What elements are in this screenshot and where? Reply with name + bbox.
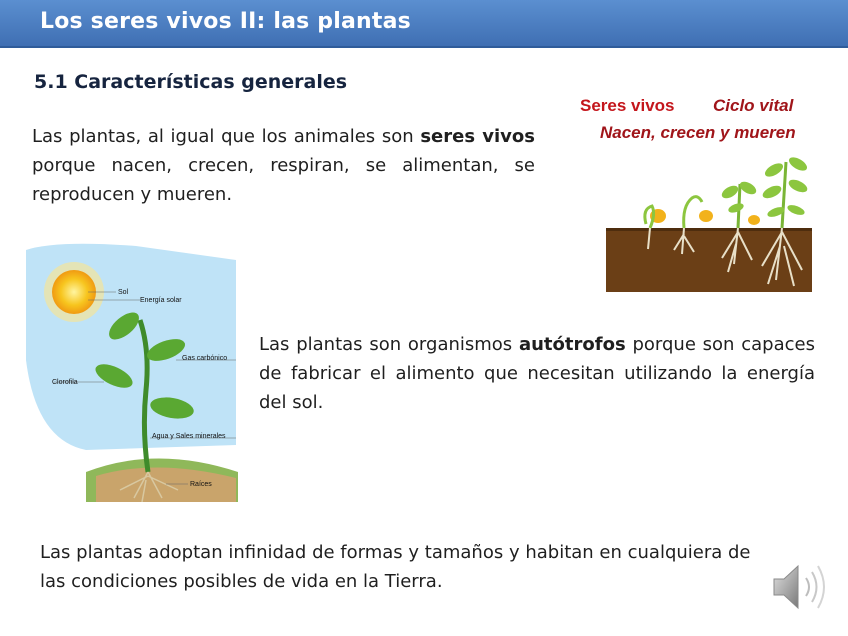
label-ciclo-vital: Ciclo vital bbox=[713, 96, 794, 115]
speaker-icon[interactable] bbox=[768, 558, 828, 616]
label-stages: Nacen, crecen y mueren bbox=[600, 123, 796, 142]
label-gas: Gas carbónico bbox=[182, 355, 228, 362]
slide-title: Los seres vivos II: las plantas bbox=[40, 9, 411, 34]
p2-text-a: Las plantas son organismos bbox=[259, 334, 519, 355]
life-cycle-illustration bbox=[606, 154, 812, 292]
p2-text-b: porque son capaces de fabricar el alimento que necesitan utilizando la energía del sol. bbox=[259, 334, 815, 413]
life-cycle-labels bbox=[575, 94, 835, 154]
label-sol: Sol bbox=[118, 289, 129, 296]
section-heading: 5.1 Características generales bbox=[34, 71, 348, 93]
slide-title-bar bbox=[0, 0, 848, 48]
p2-bold: autótrofos bbox=[518, 334, 626, 355]
photosynthesis-diagram bbox=[16, 240, 240, 502]
label-clorofila: Clorofila bbox=[52, 379, 78, 386]
paragraph-seres-vivos bbox=[32, 122, 535, 209]
p1-text-b: porque nacen, crecen, respiran, se alimentan, se reproducen y mueren. bbox=[32, 155, 535, 205]
label-energia: Energía solar bbox=[140, 297, 182, 304]
label-raices: Raíces bbox=[190, 481, 212, 488]
paragraph-formas: Las plantas adoptan infinidad de formas y tamaños y habitan en cualquiera de las condiciones posibles de vida en la Tierra. bbox=[40, 542, 751, 592]
label-seres-vivos: Seres vivos bbox=[580, 96, 675, 115]
p1-text-a: Las plantas, al igual que los animales son bbox=[32, 126, 421, 147]
label-agua: Agua y Sales minerales bbox=[152, 433, 226, 440]
p1-bold: seres vivos bbox=[420, 126, 535, 147]
paragraph-autotrofos bbox=[259, 330, 815, 417]
